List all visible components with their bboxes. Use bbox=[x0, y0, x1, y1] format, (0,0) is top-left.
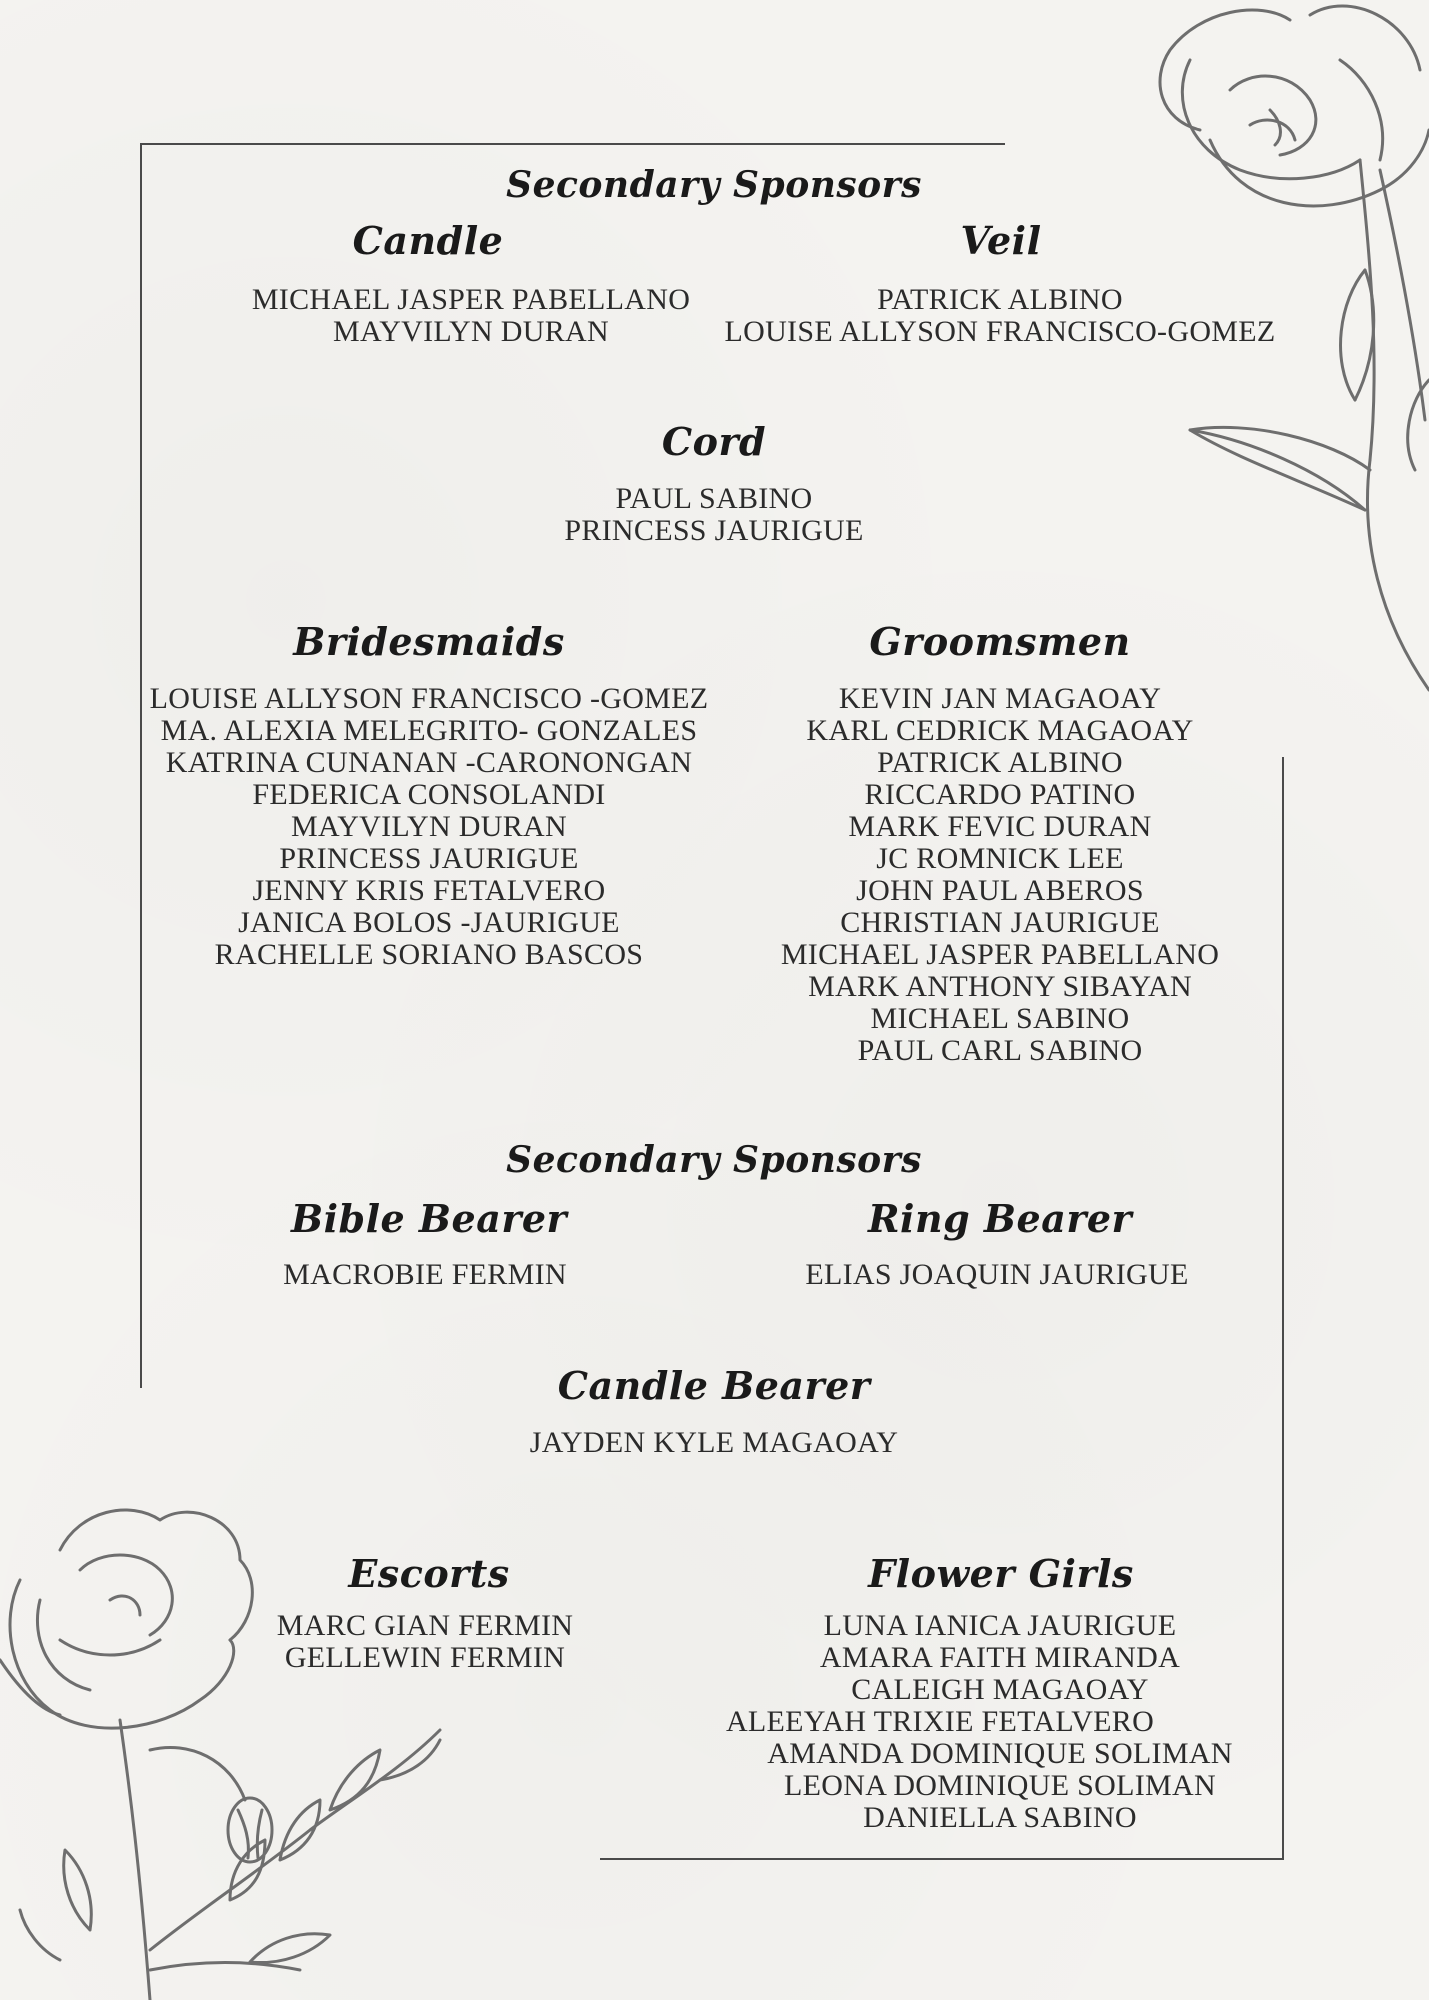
names-candle-bearer bbox=[530, 1427, 899, 1459]
list-item: JAYDEN KYLE MAGAOAY bbox=[529, 1426, 899, 1459]
list-item: RICCARDO PATINO bbox=[864, 778, 1136, 811]
names-escorts bbox=[277, 1610, 574, 1674]
list-item: MICHAEL JASPER PABELLANO bbox=[251, 283, 691, 316]
list-item: MA. ALEXIA MELEGRITO- GONZALES bbox=[160, 714, 698, 747]
list-item: LOUISE ALLYSON FRANCISCO-GOMEZ bbox=[724, 315, 1276, 348]
list-item: PAUL SABINO bbox=[615, 482, 813, 515]
list-item: MICHAEL SABINO bbox=[870, 1002, 1130, 1035]
heading-bridesmaids: Bridesmaids bbox=[293, 619, 565, 664]
list-item: KATRINA CUNANAN -CARONONGAN bbox=[165, 746, 693, 779]
list-item: AMARA FAITH MIRANDA bbox=[819, 1641, 1181, 1674]
names-flower-girls bbox=[726, 1610, 1274, 1834]
title-secondary-sponsors-2: Secondary Sponsors bbox=[506, 1139, 922, 1181]
list-item: MARK FEVIC DURAN bbox=[848, 810, 1152, 843]
list-item: RACHELLE SORIANO BASCOS bbox=[214, 938, 644, 971]
heading-ring-bearer: Ring Bearer bbox=[867, 1196, 1133, 1241]
top-right-flower-icon bbox=[1130, 0, 1429, 700]
list-item: PATRICK ALBINO bbox=[877, 283, 1123, 316]
list-item: MARK ANTHONY SIBAYAN bbox=[808, 970, 1192, 1003]
names-ring-bearer bbox=[805, 1259, 1188, 1291]
frame-left-line bbox=[140, 143, 142, 1388]
list-item: CHRISTIAN JAURIGUE bbox=[840, 906, 1160, 939]
heading-groomsmen: Groomsmen bbox=[869, 619, 1131, 664]
names-bridesmaids bbox=[150, 683, 709, 971]
list-item: JOHN PAUL ABEROS bbox=[856, 874, 1144, 907]
heading-bible-bearer: Bible Bearer bbox=[290, 1196, 568, 1241]
list-item: MARC GIAN FERMIN bbox=[276, 1609, 574, 1642]
names-candle bbox=[252, 284, 690, 348]
title-secondary-sponsors-1: Secondary Sponsors bbox=[506, 164, 922, 206]
list-item: JANICA BOLOS -JAURIGUE bbox=[238, 906, 620, 939]
frame-top-line bbox=[140, 143, 1005, 145]
list-item: PATRICK ALBINO bbox=[877, 746, 1123, 779]
list-item: LOUISE ALLYSON FRANCISCO -GOMEZ bbox=[149, 682, 709, 715]
list-item: KEVIN JAN MAGAOAY bbox=[838, 682, 1162, 715]
list-item: LEONA DOMINIQUE SOLIMAN bbox=[784, 1769, 1216, 1802]
heading-escorts: Escorts bbox=[348, 1551, 510, 1596]
list-item: AMANDA DOMINIQUE SOLIMAN bbox=[767, 1737, 1233, 1770]
list-item: FEDERICA CONSOLANDI bbox=[252, 778, 606, 811]
names-groomsmen bbox=[781, 683, 1219, 1067]
names-bible-bearer bbox=[283, 1259, 567, 1291]
list-item: PRINCESS JAURIGUE bbox=[564, 514, 864, 547]
heading-flower-girls: Flower Girls bbox=[868, 1551, 1134, 1596]
list-item: MICHAEL JASPER PABELLANO bbox=[780, 938, 1220, 971]
list-item: MAYVILYN DURAN bbox=[333, 315, 609, 348]
list-item: LUNA IANICA JAURIGUE bbox=[823, 1609, 1177, 1642]
heading-veil: Veil bbox=[960, 218, 1042, 263]
list-item: DANIELLA SABINO bbox=[863, 1801, 1137, 1834]
list-item: JENNY KRIS FETALVERO bbox=[252, 874, 606, 907]
names-cord bbox=[564, 483, 863, 547]
heading-candle-bearer: Candle Bearer bbox=[557, 1363, 871, 1408]
list-item: MAYVILYN DURAN bbox=[291, 810, 567, 843]
list-item: MACROBIE FERMIN bbox=[283, 1258, 567, 1291]
list-item: ALEEYAH TRIXIE FETALVERO bbox=[725, 1705, 1155, 1738]
frame-right-line bbox=[1282, 757, 1284, 1860]
heading-cord: Cord bbox=[661, 419, 767, 464]
list-item: CALEIGH MAGAOAY bbox=[851, 1673, 1149, 1706]
list-item: JC ROMNICK LEE bbox=[876, 842, 1124, 875]
list-item: KARL CEDRICK MAGAOAY bbox=[806, 714, 1194, 747]
heading-candle: Candle bbox=[352, 218, 504, 263]
list-item: ELIAS JOAQUIN JAURIGUE bbox=[805, 1258, 1189, 1291]
list-item: PAUL CARL SABINO bbox=[857, 1034, 1143, 1067]
list-item: PRINCESS JAURIGUE bbox=[279, 842, 579, 875]
frame-bottom-line bbox=[600, 1858, 1284, 1860]
names-veil bbox=[724, 284, 1275, 348]
list-item: GELLEWIN FERMIN bbox=[284, 1641, 566, 1674]
